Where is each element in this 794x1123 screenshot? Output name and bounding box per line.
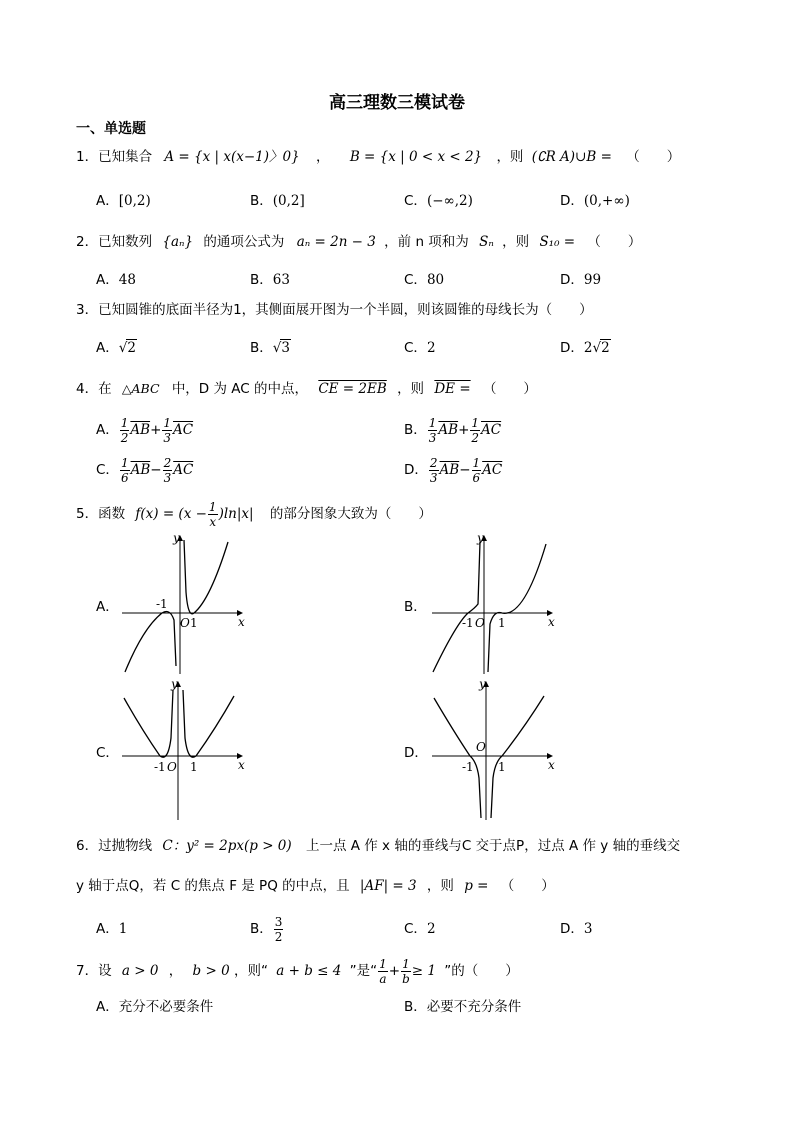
- denominator: 2: [471, 430, 480, 445]
- y-axis-label: y: [173, 531, 180, 545]
- option-label: B．: [250, 272, 273, 288]
- y-axis-label: y: [171, 677, 178, 691]
- denominator: 3: [429, 470, 438, 485]
- graph-c: [118, 678, 248, 823]
- question-stem: ，则: [496, 149, 524, 165]
- question-stem: 过抛物线: [98, 838, 153, 854]
- origin-label: O: [180, 616, 190, 630]
- option-label: D．: [560, 340, 584, 356]
- denominator: a: [379, 971, 387, 986]
- condition-a: a > 0: [121, 963, 159, 979]
- option-label: A．: [96, 340, 119, 356]
- sum-10: S₁₀ =: [539, 234, 576, 250]
- question-stem: 中，D 为 AC 的中点，: [171, 381, 309, 397]
- curve-right: [183, 690, 234, 757]
- question-stem: 设: [98, 963, 112, 979]
- function-rhs: )ln|x|: [218, 506, 254, 522]
- question-stem: ，则: [397, 381, 425, 397]
- curve-right: [491, 696, 544, 818]
- option-value: 3: [583, 921, 593, 937]
- option-label: D．: [560, 921, 584, 937]
- question-stem: 函数: [98, 506, 126, 522]
- origin-label: O: [167, 760, 177, 774]
- curve-right: [184, 540, 228, 614]
- sum-symbol: Sₙ: [479, 234, 494, 250]
- curve-right: [488, 544, 546, 672]
- parabola: C：y² = 2px(p > 0): [162, 838, 292, 854]
- question-number: 4．: [76, 381, 99, 397]
- option-label: A．: [96, 193, 119, 209]
- graph-d: [428, 678, 558, 823]
- graph-a: [118, 532, 248, 677]
- option-value: (−∞,2): [426, 193, 473, 209]
- question-stem: ”的（ ）: [444, 963, 519, 979]
- option-value: 99: [583, 272, 602, 288]
- question-number: 7．: [76, 963, 99, 979]
- numerator: 1: [471, 415, 480, 430]
- triangle: △ABC: [121, 381, 160, 396]
- option-label: D．: [560, 272, 584, 288]
- question-number: 3．: [76, 302, 99, 318]
- option-value: (0,2]: [272, 193, 305, 209]
- option-label: A．: [96, 599, 119, 615]
- section-heading: 一、单选题: [76, 121, 146, 137]
- option-label: D．: [404, 745, 428, 761]
- condition-b: b > 0: [192, 963, 230, 979]
- numerator: 1: [208, 499, 217, 514]
- option-label: C．: [404, 272, 427, 288]
- sequence: {aₙ}: [162, 234, 194, 250]
- numerator: 1: [472, 455, 481, 470]
- option-label: C．: [404, 921, 427, 937]
- denominator: 2: [274, 929, 283, 944]
- option-value: 2: [426, 921, 436, 937]
- answer-paren: （ ）: [626, 149, 681, 165]
- curve-left: [124, 690, 173, 757]
- formula: aₙ = 2n − 3: [296, 234, 376, 250]
- tick-label-neg1: -1: [154, 760, 166, 774]
- x-axis-label: x: [548, 758, 555, 772]
- denominator: 3: [163, 430, 172, 445]
- option-label: A．: [96, 921, 119, 937]
- question-stem: ，则: [426, 878, 454, 894]
- numerator: 3: [274, 914, 283, 929]
- option-label: D．: [560, 193, 584, 209]
- x-axis-label: x: [548, 615, 555, 629]
- vector-condition: CE = 2EB: [318, 381, 387, 397]
- coefficient: 2: [583, 340, 593, 356]
- tick-label-neg1: -1: [462, 760, 474, 774]
- operator: +: [150, 422, 162, 438]
- operator: +: [458, 422, 470, 438]
- option-value: 80: [426, 272, 445, 288]
- condition-1: a + b ≤ 4: [276, 963, 342, 979]
- operator: +: [388, 963, 401, 979]
- question-stem: 已知圆锥的底面半径为1，其侧面展开图为一个半圆，则该圆锥的母线长为（ ）: [98, 302, 593, 318]
- option-label: B．: [250, 921, 273, 937]
- option-label: D．: [404, 462, 428, 478]
- question-stem: 的部分图象大致为（ ）: [269, 506, 432, 522]
- separator: ，: [316, 149, 330, 165]
- option-label: B．: [250, 340, 273, 356]
- curve-left: [433, 542, 480, 672]
- denominator: 2: [120, 430, 129, 445]
- denominator: 6: [120, 470, 129, 485]
- option-label: B．: [404, 599, 427, 615]
- option-label: C．: [96, 462, 119, 478]
- denominator: 3: [163, 470, 172, 485]
- denominator: 6: [472, 470, 481, 485]
- option-value: 必要不充分条件: [426, 999, 522, 1015]
- question-stem: 上一点 A 作 x 轴的垂线与C 交于点P，过点 A 作 y 轴的垂线交: [305, 838, 681, 854]
- vector-ac: $\overline{AC}$: [482, 462, 503, 478]
- question-stem: ”是“: [349, 963, 378, 979]
- question-stem: ，前 n 项和为: [384, 234, 469, 250]
- curve-left: [125, 612, 176, 672]
- numerator: 2: [429, 455, 438, 470]
- numerator: 1: [120, 455, 129, 470]
- option-label: A．: [96, 272, 119, 288]
- option-label: A．: [96, 999, 119, 1015]
- radicand: 3: [281, 340, 290, 356]
- vector-ac: $\overline{AC}$: [173, 462, 194, 478]
- answer-paren: （ ）: [482, 381, 537, 397]
- option-label: C．: [404, 193, 427, 209]
- question-stem: 在: [98, 381, 112, 397]
- x-axis-label: x: [238, 758, 245, 772]
- numerator: 1: [379, 956, 387, 971]
- option-value: 63: [272, 272, 290, 288]
- question-stem: y 轴于点Q，若 C 的焦点 F 是 PQ 的中点，且: [76, 878, 350, 894]
- question-stem: ，则“: [233, 963, 268, 979]
- option-value: 48: [118, 272, 136, 288]
- answer-paren: （ ）: [500, 878, 555, 894]
- denominator: 3: [428, 430, 437, 445]
- denominator: x: [209, 514, 217, 529]
- af-condition: |AF| = 3: [359, 878, 417, 894]
- vector-ab: $\overline{AB}$: [438, 422, 459, 438]
- option-label: B．: [250, 193, 273, 209]
- set-b: B = {x | 0 < x < 2}: [349, 149, 483, 165]
- option-label: C．: [96, 745, 119, 761]
- question-number: 1．: [76, 149, 99, 165]
- question-number: 2．: [76, 234, 99, 250]
- numerator: 1: [428, 415, 437, 430]
- option-label: B．: [404, 999, 427, 1015]
- option-label: B．: [404, 422, 427, 438]
- option-value: (0,+∞): [583, 193, 630, 209]
- graph-b: [428, 532, 558, 677]
- y-axis-label: y: [477, 531, 484, 545]
- radicand: 2: [127, 340, 136, 356]
- option-value: [0,2): [118, 193, 151, 209]
- numerator: 1: [163, 415, 172, 430]
- y-axis-label: y: [479, 677, 486, 691]
- numerator: 1: [120, 415, 129, 430]
- tick-label-1: 1: [498, 616, 506, 630]
- question-stem: ，则: [502, 234, 530, 250]
- tick-label-neg1: -1: [462, 616, 474, 630]
- curve-left: [434, 698, 481, 818]
- question-stem: 的通项公式为: [203, 234, 285, 250]
- vector-ac: $\overline{AC}$: [173, 422, 194, 438]
- question-number: 6．: [76, 838, 99, 854]
- option-value: 2: [426, 340, 436, 356]
- tick-label-1: 1: [498, 760, 506, 774]
- vector-ac: $\overline{AC}$: [481, 422, 502, 438]
- vector-ab: $\overline{AB}$: [439, 462, 460, 478]
- vector-de: DE =: [434, 381, 471, 397]
- p-expression: p =: [464, 878, 489, 894]
- origin-label: O: [476, 740, 486, 754]
- numerator: 2: [163, 455, 172, 470]
- answer-paren: （ ）: [587, 234, 642, 250]
- denominator: b: [402, 971, 410, 986]
- set-a: A = {x | x(x−1)〉0}: [164, 149, 300, 165]
- question-number: 5．: [76, 506, 99, 522]
- option-value: 1: [118, 921, 128, 937]
- option-label: C．: [404, 340, 427, 356]
- function-lhs: f(x) = (x −: [135, 506, 207, 522]
- page-title: 高三理数三模试卷: [329, 93, 465, 113]
- radicand: 2: [601, 340, 610, 356]
- numerator: 1: [402, 956, 410, 971]
- tick-label-1: 1: [190, 616, 198, 630]
- x-axis-label: x: [238, 615, 245, 629]
- separator: ，: [168, 963, 183, 979]
- question-stem: 已知集合: [98, 149, 153, 165]
- operator: −: [150, 462, 162, 478]
- question-stem: 已知数列: [98, 234, 153, 250]
- vector-ab: $\overline{AB}$: [130, 422, 151, 438]
- option-label: A．: [96, 422, 119, 438]
- inequality: ≥ 1: [411, 963, 436, 979]
- operator: −: [459, 462, 471, 478]
- tick-label-1: 1: [190, 760, 198, 774]
- tick-label-neg1: -1: [156, 597, 168, 611]
- vector-ab: $\overline{AB}$: [130, 462, 151, 478]
- option-value: 充分不必要条件: [118, 999, 214, 1015]
- origin-label: O: [475, 616, 485, 630]
- set-expression: (∁R A)∪B =: [531, 149, 612, 165]
